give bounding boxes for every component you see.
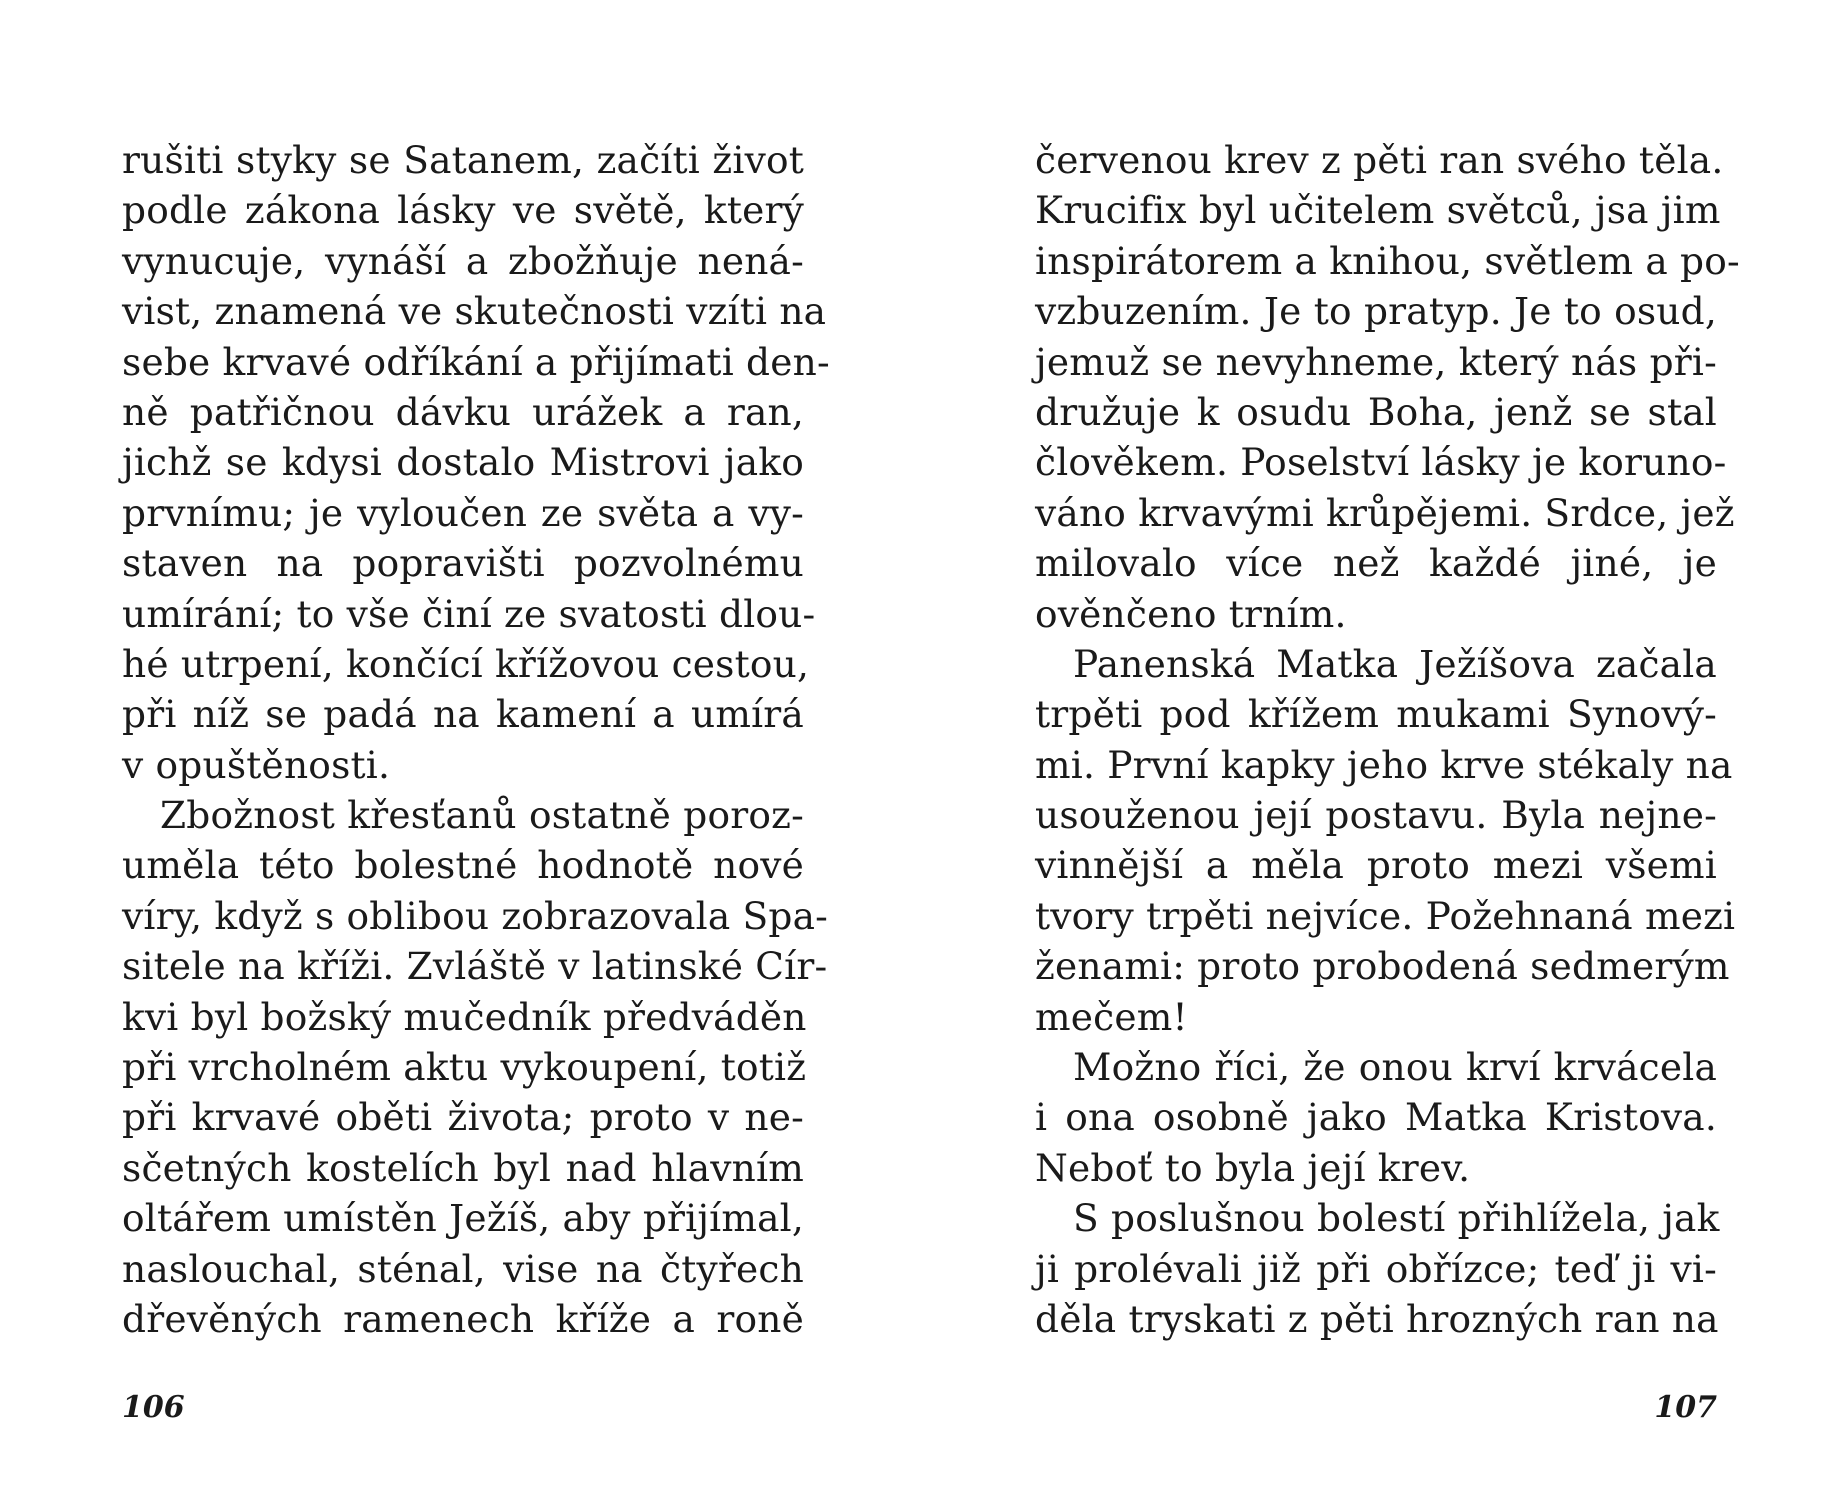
text-line: družuje k osudu Boha, jenž se stal [1035,389,1717,434]
text-line: S poslušnou bolestí přihlížela, jak [1073,1196,1720,1241]
right-page-text [1035,135,1740,1344]
left-page-text [122,135,830,1344]
text-line: rušiti styky se Satanem, začíti život [122,138,804,182]
text-line: při vrcholném aktu vykoupení, totiž [122,1045,807,1090]
text-line: kvi byl božský mučedník předváděn [122,994,807,1039]
text-line: Krucifix byl učitelem světců, jsa jim [1035,188,1721,233]
text-line: ověnčeno trním. [1035,591,1347,636]
text-line: váno krvavými krůpějemi. Srdce, jež [1035,490,1735,535]
text-line: trpěti pod křížem mukami Synový- [1035,692,1717,737]
right-page-number: 107 [1654,1390,1717,1425]
text-line: staven na popravišti pozvolnému [122,541,804,586]
text-line: jichž se kdysi dostalo Mistrovi jako [122,440,804,485]
text-line: usouženou její postavu. Byla nejne- [1035,793,1717,838]
text-line: umírání; to vše činí ze svatosti dlou- [122,591,816,636]
text-line: podle zákona lásky ve světě, který [122,188,804,233]
text-line: sebe krvavé odříkání a přijímati den- [122,339,830,384]
text-line: mečem! [1035,994,1188,1039]
text-line: ženami: proto probodená sedmerým [1035,944,1730,989]
text-line: víry, když s oblibou zobrazovala Spa- [122,893,829,938]
text-line: dřevěných ramenech kříže a roně [122,1296,804,1341]
text-line: inspirátorem a knihou, světlem a po- [1035,238,1740,283]
text-line: člověkem. Poselství lásky je koruno- [1035,440,1727,485]
text-line: i ona osobně jako Matka Kristova. [1035,1095,1717,1140]
text-line: v opuštěnosti. [122,742,391,787]
text-line: sitele na kříži. Zvláště v latinské Cír- [122,944,828,989]
text-line: Neboť to byla její krev. [1035,1145,1471,1190]
text-line: ji prolévali již při obřízce; teď ji vi- [1035,1246,1717,1291]
text-line: uměla této bolestné hodnotě nové [122,843,804,888]
text-line: při krvavé oběti života; proto v ne- [122,1095,804,1140]
text-line: vynucuje, vynáší a zbožňuje nená- [122,238,804,283]
text-line: Zbožnost křesťanů ostatně poroz- [160,793,804,838]
text-line: Možno říci, že onou krví krvácela [1073,1045,1717,1090]
text-line: vinnější a měla proto mezi všemi [1035,843,1717,888]
text-line: sčetných kostelích byl nad hlavním [122,1145,804,1190]
text-line: vzbuzením. Je to pratyp. Je to osud, [1035,289,1717,334]
text-line: ně patřičnou dávku urážek a ran, [122,389,804,434]
text-line: prvnímu; je vyloučen ze světa a vy- [122,490,804,535]
text-line: při níž se padá na kamení a umírá [122,692,804,737]
right-page [914,0,1828,1501]
text-line: jemuž se nevyhneme, který nás při- [1035,339,1717,384]
text-line: hé utrpení, končící křížovou cestou, [122,641,810,686]
text-line: naslouchal, sténal, vise na čtyřech [122,1246,804,1291]
text-line: vist, znamená ve skutečnosti vzíti na [122,289,827,334]
text-line: mi. První kapky jeho krve stékaly na [1035,742,1733,787]
text-line: oltářem umístěn Ježíš, aby přijímal, [122,1196,804,1241]
text-line: tvory trpěti nejvíce. Požehnaná mezi [1035,893,1736,938]
left-page-number: 106 [122,1390,185,1425]
text-line: milovalo více než každé jiné, je [1035,541,1717,586]
text-line: červenou krev z pěti ran svého těla. [1035,138,1724,182]
text-line: děla tryskati z pěti hrozných ran na [1035,1296,1719,1341]
text-line: Panenská Matka Ježíšova začala [1073,641,1717,686]
